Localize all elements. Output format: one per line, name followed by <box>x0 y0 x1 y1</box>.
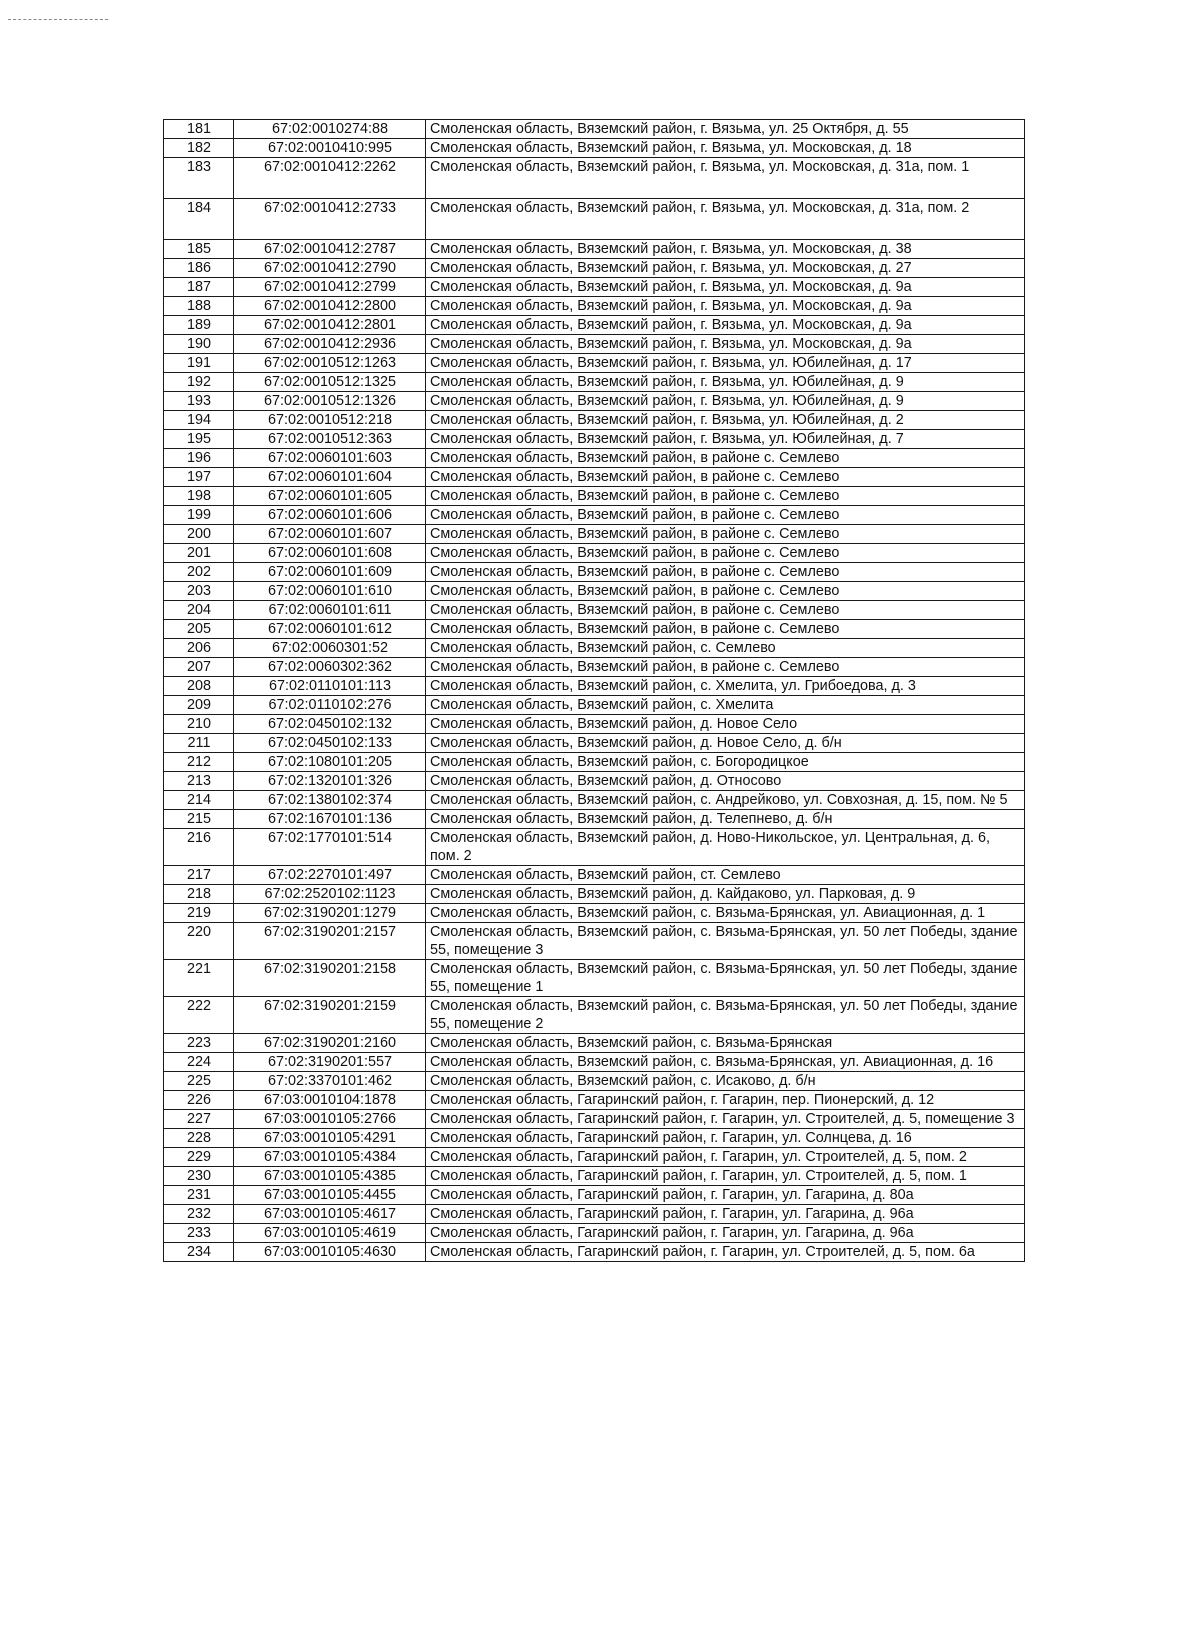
cadastral-number: 67:02:0010512:218 <box>234 411 426 430</box>
table-row <box>164 506 1025 525</box>
address: Смоленская область, Гагаринский район, г. Гагарин, ул. Гагарина, д. 80а <box>426 1186 1025 1205</box>
address: Смоленская область, Вяземский район, г. Вязьма, ул. Московская, д. 9а <box>426 297 1025 316</box>
cadastral-number: 67:02:0010512:363 <box>234 430 426 449</box>
row-number: 208 <box>164 677 234 696</box>
table-row <box>164 639 1025 658</box>
row-number: 224 <box>164 1053 234 1072</box>
cadastral-number: 67:02:0010412:2801 <box>234 316 426 335</box>
cadastral-number: 67:03:0010105:2766 <box>234 1110 426 1129</box>
table-row <box>164 696 1025 715</box>
address: Смоленская область, Вяземский район, в районе с. Семлево <box>426 658 1025 677</box>
address: Смоленская область, Вяземский район, с. Вязьма-Брянская, ул. Авиационная, д. 16 <box>426 1053 1025 1072</box>
table-row <box>164 677 1025 696</box>
address: Смоленская область, Вяземский район, в районе с. Семлево <box>426 506 1025 525</box>
row-number: 215 <box>164 810 234 829</box>
table-row <box>164 1224 1025 1243</box>
table-row <box>164 601 1025 620</box>
table-row <box>164 1205 1025 1224</box>
table-row <box>164 139 1025 158</box>
cadastral-number: 67:02:0110101:113 <box>234 677 426 696</box>
row-number: 213 <box>164 772 234 791</box>
address: Смоленская область, Вяземский район, д. Телепнево, д. б/н <box>426 810 1025 829</box>
address: Смоленская область, Вяземский район, в районе с. Семлево <box>426 582 1025 601</box>
address: Смоленская область, Вяземский район, г. Вязьма, ул. Московская, д. 9а <box>426 316 1025 335</box>
address: Смоленская область, Вяземский район, с. Богородицкое <box>426 753 1025 772</box>
address: Смоленская область, Вяземский район, в районе с. Семлево <box>426 525 1025 544</box>
cadastral-number: 67:02:0060101:605 <box>234 487 426 506</box>
row-number: 204 <box>164 601 234 620</box>
cadastral-number: 67:02:2520102:1123 <box>234 885 426 904</box>
cadastral-number: 67:02:1380102:374 <box>234 791 426 810</box>
table-row <box>164 544 1025 563</box>
cadastral-number: 67:02:0010412:2800 <box>234 297 426 316</box>
cadastral-number: 67:02:0010412:2262 <box>234 158 426 199</box>
cadastral-number: 67:02:0010512:1326 <box>234 392 426 411</box>
address: Смоленская область, Вяземский район, д. Относово <box>426 772 1025 791</box>
cadastral-number: 67:02:3190201:2158 <box>234 960 426 997</box>
address: Смоленская область, Вяземский район, с. Семлево <box>426 639 1025 658</box>
table-row <box>164 1129 1025 1148</box>
address: Смоленская область, Вяземский район, г. Вязьма, ул. 25 Октября, д. 55 <box>426 120 1025 139</box>
row-number: 202 <box>164 563 234 582</box>
cadastral-number: 67:02:0450102:132 <box>234 715 426 734</box>
cadastral-number: 67:02:3190201:557 <box>234 1053 426 1072</box>
table-row <box>164 960 1025 997</box>
cadastral-number: 67:02:0060101:610 <box>234 582 426 601</box>
row-number: 206 <box>164 639 234 658</box>
cadastral-number: 67:02:0010512:1325 <box>234 373 426 392</box>
address: Смоленская область, Вяземский район, с. Вязьма-Брянская, ул. 50 лет Победы, здание 55, помещение 3 <box>426 923 1025 960</box>
cadastral-number: 67:02:0010512:1263 <box>234 354 426 373</box>
table-row <box>164 791 1025 810</box>
table-row <box>164 753 1025 772</box>
table-row <box>164 1091 1025 1110</box>
row-number: 221 <box>164 960 234 997</box>
table-row <box>164 1110 1025 1129</box>
row-number: 207 <box>164 658 234 677</box>
cadastral-number: 67:02:0450102:133 <box>234 734 426 753</box>
table-row <box>164 392 1025 411</box>
row-number: 209 <box>164 696 234 715</box>
row-number: 216 <box>164 829 234 866</box>
address: Смоленская область, Вяземский район, с. Вязьма-Брянская, ул. Авиационная, д. 1 <box>426 904 1025 923</box>
row-number: 233 <box>164 1224 234 1243</box>
table-row <box>164 885 1025 904</box>
cadastral-number: 67:02:3370101:462 <box>234 1072 426 1091</box>
address: Смоленская область, Вяземский район, с. Хмелита <box>426 696 1025 715</box>
table-row <box>164 772 1025 791</box>
cadastral-number: 67:02:0060101:609 <box>234 563 426 582</box>
address: Смоленская область, Вяземский район, с. Вязьма-Брянская, ул. 50 лет Победы, здание 55, помещение 2 <box>426 997 1025 1034</box>
address: Смоленская область, Вяземский район, г. Вязьма, ул. Юбилейная, д. 17 <box>426 354 1025 373</box>
cadastral-number: 67:03:0010105:4384 <box>234 1148 426 1167</box>
row-number: 190 <box>164 335 234 354</box>
row-number: 197 <box>164 468 234 487</box>
table-row <box>164 487 1025 506</box>
cadastral-number: 67:03:0010105:4385 <box>234 1167 426 1186</box>
row-number: 227 <box>164 1110 234 1129</box>
cadastral-number: 67:03:0010104:1878 <box>234 1091 426 1110</box>
row-number: 186 <box>164 259 234 278</box>
address: Смоленская область, Вяземский район, в районе с. Семлево <box>426 544 1025 563</box>
cadastral-number: 67:03:0010105:4291 <box>234 1129 426 1148</box>
table-row <box>164 199 1025 240</box>
address: Смоленская область, Гагаринский район, г. Гагарин, ул. Солнцева, д. 16 <box>426 1129 1025 1148</box>
row-number: 225 <box>164 1072 234 1091</box>
table-row <box>164 449 1025 468</box>
cadastral-number: 67:02:0060101:611 <box>234 601 426 620</box>
row-number: 194 <box>164 411 234 430</box>
table-row <box>164 120 1025 139</box>
address: Смоленская область, Вяземский район, г. Вязьма, ул. Московская, д. 31а, пом. 2 <box>426 199 1025 240</box>
cadastral-number: 67:02:0060101:612 <box>234 620 426 639</box>
address: Смоленская область, Вяземский район, г. Вязьма, ул. Московская, д. 18 <box>426 139 1025 158</box>
cadastral-number: 67:02:0060101:606 <box>234 506 426 525</box>
row-number: 223 <box>164 1034 234 1053</box>
cadastral-number: 67:03:0010105:4617 <box>234 1205 426 1224</box>
table-body <box>164 120 1025 1262</box>
cadastral-number: 67:02:0060101:603 <box>234 449 426 468</box>
address: Смоленская область, Гагаринский район, г. Гагарин, ул. Строителей, д. 5, пом. 2 <box>426 1148 1025 1167</box>
table-row <box>164 582 1025 601</box>
row-number: 228 <box>164 1129 234 1148</box>
row-number: 192 <box>164 373 234 392</box>
cadastral-number: 67:02:0010410:995 <box>234 139 426 158</box>
cadastral-number: 67:02:1770101:514 <box>234 829 426 866</box>
address: Смоленская область, Гагаринский район, г. Гагарин, ул. Гагарина, д. 96а <box>426 1205 1025 1224</box>
row-number: 219 <box>164 904 234 923</box>
table-row <box>164 335 1025 354</box>
cadastral-number: 67:03:0010105:4630 <box>234 1243 426 1262</box>
row-number: 188 <box>164 297 234 316</box>
row-number: 184 <box>164 199 234 240</box>
row-number: 196 <box>164 449 234 468</box>
address: Смоленская область, Вяземский район, с. Вязьма-Брянская, ул. 50 лет Победы, здание 55, помещение 1 <box>426 960 1025 997</box>
address: Смоленская область, Вяземский район, в районе с. Семлево <box>426 449 1025 468</box>
address: Смоленская область, Вяземский район, г. Вязьма, ул. Юбилейная, д. 2 <box>426 411 1025 430</box>
table-row <box>164 1167 1025 1186</box>
cadastral-number: 67:02:0010412:2799 <box>234 278 426 297</box>
row-number: 229 <box>164 1148 234 1167</box>
row-number: 218 <box>164 885 234 904</box>
address: Смоленская область, Вяземский район, г. Вязьма, ул. Московская, д. 38 <box>426 240 1025 259</box>
table-row <box>164 829 1025 866</box>
address: Смоленская область, Вяземский район, с. Андрейково, ул. Совхозная, д. 15, пом. № 5 <box>426 791 1025 810</box>
cadastral-number: 67:02:0010412:2733 <box>234 199 426 240</box>
row-number: 214 <box>164 791 234 810</box>
table-row <box>164 468 1025 487</box>
cadastral-number: 67:02:0060301:52 <box>234 639 426 658</box>
cadastral-number: 67:03:0010105:4619 <box>234 1224 426 1243</box>
table-row <box>164 278 1025 297</box>
scan-artifact <box>8 19 108 21</box>
cadastral-number: 67:02:0060302:362 <box>234 658 426 677</box>
address: Смоленская область, Вяземский район, г. Вязьма, ул. Юбилейная, д. 9 <box>426 392 1025 411</box>
cadastral-number: 67:02:0110102:276 <box>234 696 426 715</box>
address: Смоленская область, Вяземский район, в районе с. Семлево <box>426 620 1025 639</box>
address: Смоленская область, Вяземский район, г. Вязьма, ул. Московская, д. 27 <box>426 259 1025 278</box>
row-number: 205 <box>164 620 234 639</box>
address: Смоленская область, Гагаринский район, г. Гагарин, ул. Строителей, д. 5, помещение 3 <box>426 1110 1025 1129</box>
row-number: 220 <box>164 923 234 960</box>
table-row <box>164 810 1025 829</box>
address: Смоленская область, Вяземский район, с. Исаково, д. б/н <box>426 1072 1025 1091</box>
cadastral-number: 67:02:0010274:88 <box>234 120 426 139</box>
row-number: 234 <box>164 1243 234 1262</box>
row-number: 195 <box>164 430 234 449</box>
cadastral-number: 67:02:1320101:326 <box>234 772 426 791</box>
address: Смоленская область, Вяземский район, г. Вязьма, ул. Юбилейная, д. 7 <box>426 430 1025 449</box>
cadastral-number: 67:02:2270101:497 <box>234 866 426 885</box>
row-number: 230 <box>164 1167 234 1186</box>
row-number: 222 <box>164 997 234 1034</box>
cadastral-number: 67:02:0010412:2787 <box>234 240 426 259</box>
cadastral-number: 67:03:0010105:4455 <box>234 1186 426 1205</box>
cadastral-number: 67:02:0010412:2936 <box>234 335 426 354</box>
address: Смоленская область, Вяземский район, в районе с. Семлево <box>426 563 1025 582</box>
cadastral-number: 67:02:1080101:205 <box>234 753 426 772</box>
table-row <box>164 259 1025 278</box>
table-row <box>164 715 1025 734</box>
table-row <box>164 1186 1025 1205</box>
table-row <box>164 620 1025 639</box>
address: Смоленская область, Вяземский район, г. Вязьма, ул. Московская, д. 9а <box>426 278 1025 297</box>
row-number: 185 <box>164 240 234 259</box>
property-table <box>163 119 1025 1262</box>
table-row <box>164 316 1025 335</box>
row-number: 183 <box>164 158 234 199</box>
cadastral-number: 67:02:0060101:604 <box>234 468 426 487</box>
address: Смоленская область, Вяземский район, г. Вязьма, ул. Юбилейная, д. 9 <box>426 373 1025 392</box>
row-number: 182 <box>164 139 234 158</box>
cadastral-number: 67:02:3190201:2160 <box>234 1034 426 1053</box>
row-number: 217 <box>164 866 234 885</box>
address: Смоленская область, Вяземский район, г. Вязьма, ул. Московская, д. 9а <box>426 335 1025 354</box>
row-number: 189 <box>164 316 234 335</box>
address: Смоленская область, Гагаринский район, г. Гагарин, ул. Гагарина, д. 96а <box>426 1224 1025 1243</box>
cadastral-number: 67:02:0060101:608 <box>234 544 426 563</box>
table-row <box>164 923 1025 960</box>
cadastral-number: 67:02:1670101:136 <box>234 810 426 829</box>
table-row <box>164 240 1025 259</box>
address: Смоленская область, Вяземский район, д. Новое Село, д. б/н <box>426 734 1025 753</box>
table-row <box>164 1034 1025 1053</box>
table-row <box>164 430 1025 449</box>
table-row <box>164 354 1025 373</box>
row-number: 226 <box>164 1091 234 1110</box>
table-row <box>164 866 1025 885</box>
row-number: 210 <box>164 715 234 734</box>
cadastral-number: 67:02:0060101:607 <box>234 525 426 544</box>
row-number: 191 <box>164 354 234 373</box>
table-row <box>164 1053 1025 1072</box>
address: Смоленская область, Гагаринский район, г. Гагарин, ул. Строителей, д. 5, пом. 6а <box>426 1243 1025 1262</box>
table-row <box>164 1072 1025 1091</box>
row-number: 201 <box>164 544 234 563</box>
row-number: 199 <box>164 506 234 525</box>
cadastral-number: 67:02:0010412:2790 <box>234 259 426 278</box>
row-number: 187 <box>164 278 234 297</box>
address: Смоленская область, Вяземский район, с. Хмелита, ул. Грибоедова, д. 3 <box>426 677 1025 696</box>
address: Смоленская область, Гагаринский район, г. Гагарин, пер. Пионерский, д. 12 <box>426 1091 1025 1110</box>
address: Смоленская область, Вяземский район, д. Новое Село <box>426 715 1025 734</box>
row-number: 231 <box>164 1186 234 1205</box>
address: Смоленская область, Вяземский район, в районе с. Семлево <box>426 601 1025 620</box>
table-row <box>164 1148 1025 1167</box>
row-number: 232 <box>164 1205 234 1224</box>
cadastral-number: 67:02:3190201:2159 <box>234 997 426 1034</box>
table-row <box>164 997 1025 1034</box>
row-number: 211 <box>164 734 234 753</box>
table-row <box>164 525 1025 544</box>
row-number: 193 <box>164 392 234 411</box>
address: Смоленская область, Вяземский район, в районе с. Семлево <box>426 468 1025 487</box>
table-row <box>164 734 1025 753</box>
row-number: 203 <box>164 582 234 601</box>
table-row <box>164 658 1025 677</box>
address: Смоленская область, Вяземский район, в районе с. Семлево <box>426 487 1025 506</box>
cadastral-number: 67:02:3190201:1279 <box>234 904 426 923</box>
table-row <box>164 158 1025 199</box>
row-number: 200 <box>164 525 234 544</box>
address: Смоленская область, Вяземский район, с. Вязьма-Брянская <box>426 1034 1025 1053</box>
row-number: 198 <box>164 487 234 506</box>
address: Смоленская область, Вяземский район, д. Кайдаково, ул. Парковая, д. 9 <box>426 885 1025 904</box>
address: Смоленская область, Вяземский район, г. Вязьма, ул. Московская, д. 31а, пом. 1 <box>426 158 1025 199</box>
table-row <box>164 297 1025 316</box>
row-number: 212 <box>164 753 234 772</box>
table-row <box>164 373 1025 392</box>
address: Смоленская область, Гагаринский район, г. Гагарин, ул. Строителей, д. 5, пом. 1 <box>426 1167 1025 1186</box>
table-row <box>164 904 1025 923</box>
address: Смоленская область, Вяземский район, д. Ново-Никольское, ул. Центральная, д. 6, пом. 2 <box>426 829 1025 866</box>
table-row <box>164 411 1025 430</box>
table-row <box>164 1243 1025 1262</box>
table-row <box>164 563 1025 582</box>
cadastral-number: 67:02:3190201:2157 <box>234 923 426 960</box>
row-number: 181 <box>164 120 234 139</box>
address: Смоленская область, Вяземский район, ст. Семлево <box>426 866 1025 885</box>
